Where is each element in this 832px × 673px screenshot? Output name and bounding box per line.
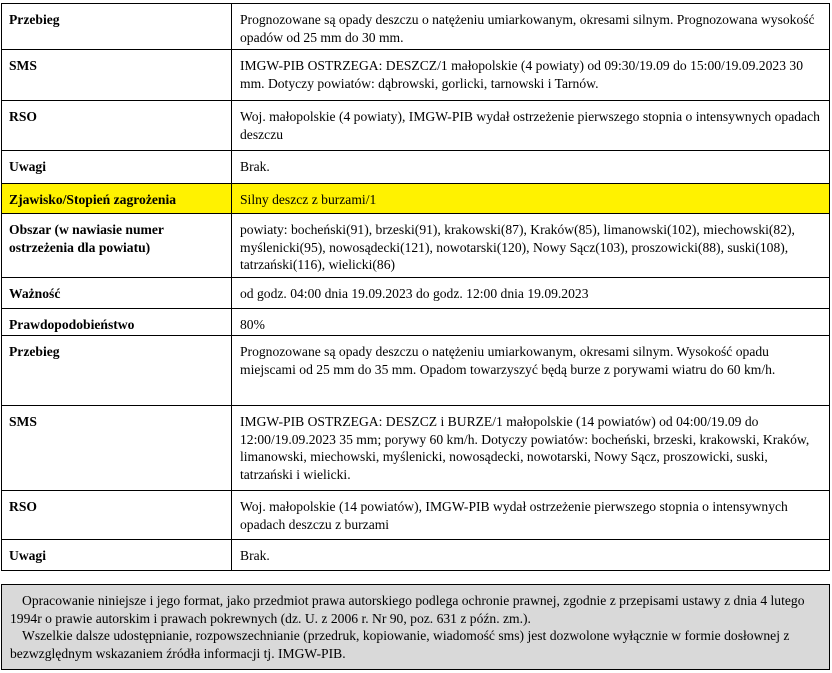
row-label: Uwagi xyxy=(2,151,232,184)
table-row xyxy=(2,184,830,214)
row-label: Obszar (w nawiasie numer ostrzeżenia dla powiatu) xyxy=(2,214,232,278)
row-label: RSO xyxy=(2,101,232,151)
row-value: 80% xyxy=(232,309,830,336)
row-label: Przebieg xyxy=(2,336,232,406)
table-row xyxy=(2,309,830,336)
row-value: Prognozowane są opady deszczu o natężeniu umiarkowanym, okresami silnym. Prognozowana wysokość opadów od 25 mm do 30 mm. xyxy=(232,4,830,50)
table-row xyxy=(2,278,830,309)
table-row xyxy=(2,151,830,184)
row-label: Ważność xyxy=(2,278,232,309)
sharing-paragraph: Wszelkie dalsze udostępnianie, rozpowszechnianie (przedruk, kopiowanie, wiadomość sms) jest dozwolone wyłącznie w formie dosłownej z bezwzględnym wskazaniem źródła informacji tj. IMGW-PIB. xyxy=(10,628,790,661)
row-value: Brak. xyxy=(232,540,830,571)
row-value: IMGW-PIB OSTRZEGA: DESZCZ/1 małopolskie (4 powiaty) od 09:30/19.09 do 15:00/19.09.2023 30 mm. Dotyczy powiatów: dąbrowski, gorlicki, tarnowski i Tarnów. xyxy=(232,50,830,101)
row-value: Woj. małopolskie (4 powiaty), IMGW-PIB wydał ostrzeżenie pierwszego stopnia o intensywnych opadach deszczu xyxy=(232,101,830,151)
row-label: Przebieg xyxy=(2,4,232,50)
row-value: Prognozowane są opady deszczu o natężeniu umiarkowanym, okresami silnym. Wysokość opadu miejscami od 25 mm do 35 mm. Opadom towarzyszyć będą burze z porywami wiatru do 60 km/h. xyxy=(232,336,830,406)
row-label: Zjawisko/Stopień zagrożenia xyxy=(2,184,232,214)
row-value: Brak. xyxy=(232,151,830,184)
row-label: Uwagi xyxy=(2,540,232,571)
table-row xyxy=(2,406,830,491)
table-row xyxy=(2,336,830,406)
warning-table xyxy=(1,3,830,571)
row-label: SMS xyxy=(2,406,232,491)
table-row xyxy=(2,101,830,151)
row-label: RSO xyxy=(2,491,232,540)
row-value: Silny deszcz z burzami/1 xyxy=(232,184,830,214)
row-value: powiaty: bocheński(91), brzeski(91), krakowski(87), Kraków(85), limanowski(102), miechowski(82), myślenicki(95), nowosądecki(121), nowotarski(120), Nowy Sącz(103), proszowicki(88), suski(108), tatrzański(116), wielicki(86) xyxy=(232,214,830,278)
row-value: Woj. małopolskie (14 powiatów), IMGW-PIB wydał ostrzeżenie pierwszego stopnia o intensywnych opadach deszczu z burzami xyxy=(232,491,830,540)
table-row xyxy=(2,214,830,278)
row-label: SMS xyxy=(2,50,232,101)
copyright-notice xyxy=(1,584,830,670)
row-value: IMGW-PIB OSTRZEGA: DESZCZ i BURZE/1 małopolskie (14 powiatów) od 04:00/19.09 do 12:00/19.09.2023 35 mm; porywy 60 km/h. Dotyczy powiatów: bocheński, brzeski, krakowski, Kraków, limanowski, miechowski, myślenicki, nowosądecki, nowotarski, Nowy Sącz, proszowicki, suski, tatrzański i wielicki. xyxy=(232,406,830,491)
row-label: Prawdopodobieństwo xyxy=(2,309,232,336)
table-row xyxy=(2,540,830,571)
table-row xyxy=(2,50,830,101)
copyright-paragraph: Opracowanie niniejsze i jego format, jako przedmiot prawa autorskiego podlega ochronie prawnej, zgodnie z przepisami ustawy z dnia 4 lutego 1994r o prawie autorskim i prawach pokrewnych (dz. U. z 2006 r. Nr 90, poz. 631 z późn. zm.). xyxy=(10,593,805,626)
table-row xyxy=(2,491,830,540)
table-row xyxy=(2,4,830,50)
row-value: od godz. 04:00 dnia 19.09.2023 do godz. 12:00 dnia 19.09.2023 xyxy=(232,278,830,309)
